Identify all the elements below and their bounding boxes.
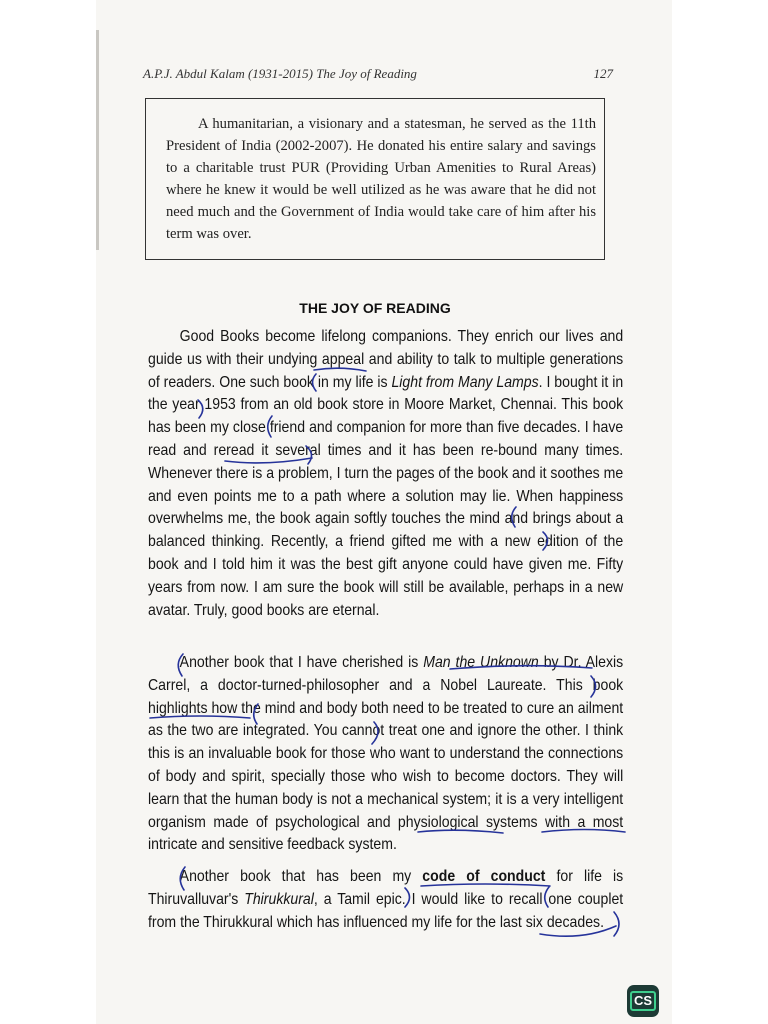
paragraph-3: Another book that has been my code of conduct for life is Thiruvalluvar's Thirukkural, a Tamil epic. I would like to recall one couplet from the Thirukkural which has influenced my life for the last six decades. bbox=[148, 868, 624, 931]
book-title-man-the-unknown: Man the Unknown bbox=[423, 654, 539, 671]
paragraph-1: Good Books become lifelong companions. They enrich our lives and guide us with their undying appeal and ability to talk to multiple generations of readers. One such book in my life is Light from Many Lamps. I bought it in the year 1953 from an old book store in Moore Market, Chennai. This book has been my close friend and companion for more than five decades. I have read and reread it several times and it has been re-bound many times. Whenever there is a problem, I turn the pages of the book and it soothes me and even points me to a path where a solution may lie. When happiness overwhelms me, the book again softly touches the mind and brings about a balanced thinking. Recently, a friend gifted me with a new edition of the book and I told him it was the best gift anyone could have given me. Fifty years from now. I am sure the book will still be available, perhaps in a new avatar. Truly, good books are eternal. bbox=[148, 328, 624, 619]
chapter-heading: THE JOY OF READING bbox=[299, 300, 451, 316]
page-number: 127 bbox=[593, 66, 613, 81]
book-title-thirukkural: Thirukkural bbox=[244, 890, 314, 908]
book-title-light-from-many-lamps: Light from Many Lamps bbox=[391, 373, 539, 391]
author-bio-text: A humanitarian, a visionary and a statesman, he served as the 11th President of India (2002-2007). He donated his entire salary and savings to a charitable trust PUR (Providing Urban Amenities to Rural Areas) where he knew it would be well utilized as he was aware that he did not need much and the Government of India would take care of him after his term was over. bbox=[166, 116, 596, 242]
author-bio-box bbox=[145, 98, 605, 260]
header-title: A.P.J. Abdul Kalam (1931-2015) The Joy of Reading bbox=[143, 66, 417, 81]
page-edge-shadow bbox=[96, 30, 99, 250]
camscanner-logo: CS bbox=[627, 985, 659, 1017]
paragraph-2: Another book that I have cherished is Man the Unknown by Dr. Alexis Carrel, a doctor-turned-philosopher and a Nobel Laureate. This book highlights how the mind and body both need to be treated to cure an ailment as the two are integrated. You cannot treat one and ignore the other. I think this is an invaluable book for those who want to understand the connections of body and spirit, specially those who wish to become doctors. They will learn that the human body is not a mechanical system; it is a very intelligent organism made of psychological and physiological systems with a most intricate and sensitive feedback system. bbox=[148, 654, 624, 854]
code-of-conduct-phrase: code of conduct bbox=[422, 868, 546, 885]
